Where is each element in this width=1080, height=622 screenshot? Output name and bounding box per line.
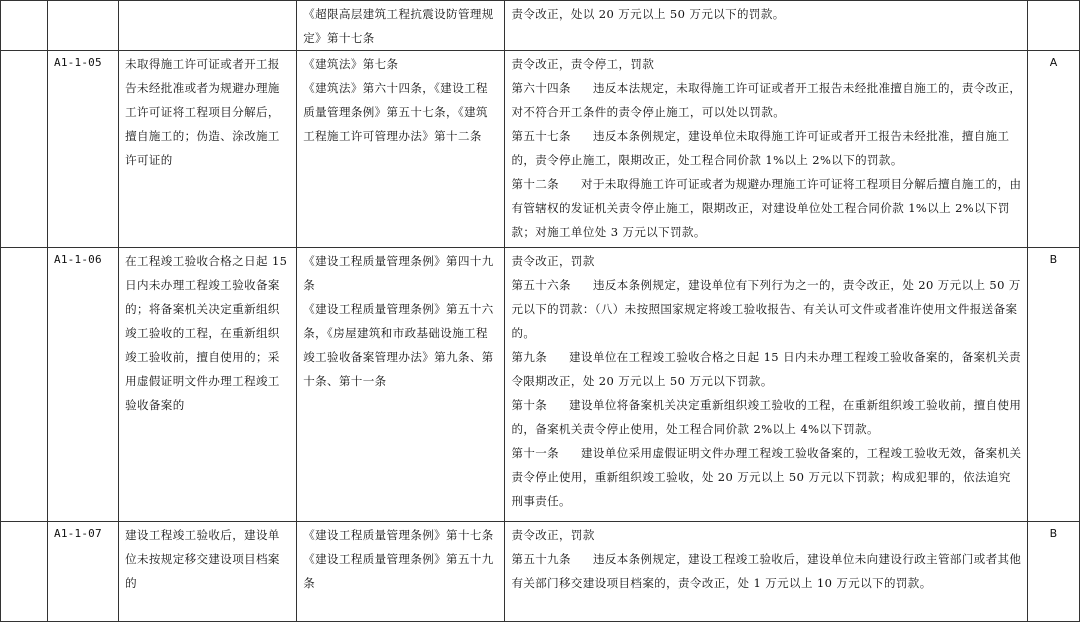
provision-text: 第六十四条 违反本法规定，未取得施工许可证或者开工报告未经批准擅自施工的，责令改正，对不符合开工条件的责令停止施工，可以处以罚款。 [511,81,1022,119]
provision-text: 第十二条 对于未取得施工许可证或者为规避办理施工许可证将工程项目分解后擅自施工的，由有管辖权的发证机关责令停止施工，限期改正，对建设单位处工程合同价款 1%以上 2%以下罚款；对施工单位处 3 万元以下罚款。 [511,177,1022,239]
table-row [1,1,1080,51]
level-cell: B [1027,248,1079,522]
blank-cell [1,1,48,51]
basis-line: 《建设工程质量管理条例》第五十九条 [303,552,494,590]
penalty-summary: 责令改正，罚款 [511,254,595,268]
basis-cell [297,522,505,622]
code-cell: A1-1-05 [48,51,119,248]
level-cell [1027,1,1079,51]
table-row [1,248,1080,522]
behavior-cell: 建设工程竣工验收后，建设单位未按规定移交建设项目档案的 [119,522,297,622]
provision-text: 第五十九条 违反本条例规定，建设工程竣工验收后，建设单位未向建设行政主管部门或者其他有关部门移交建设项目档案的，责令改正，处 1 万元以上 10 万元以下的罚款。 [511,552,1022,590]
penalty-cell [505,522,1027,622]
behavior-cell: 在工程竣工验收合格之日起 15 日内未办理工程竣工验收备案的；将备案机关决定重新组织竣工验收的工程，在重新组织竣工验收前，擅自使用的；采用虚假证明文件办理工程竣工验收备案的 [119,248,297,522]
basis-cell [297,51,505,248]
code-cell: A1-1-07 [48,522,119,622]
level-cell: A [1027,51,1079,248]
blank-cell [1,522,48,622]
behavior-cell: 未取得施工许可证或者开工报告未经批准或者为规避办理施工许可证将工程项目分解后，擅自施工的；伪造、涂改施工许可证的 [119,51,297,248]
basis-line: 《建设工程质量管理条例》第四十九条 [303,254,494,292]
penalty-summary: 责令改正，罚款 [511,528,595,542]
provision-text: 第九条 建设单位在工程竣工验收合格之日起 15 日内未办理工程竣工验收备案的，备案机关责令限期改正，处 20 万元以上 50 万元以下罚款。 [511,350,1022,388]
penalty-summary: 责令改正，责令停工，罚款 [511,57,655,71]
provision-text: 第五十七条 违反本条例规定，建设单位未取得施工许可证或者开工报告未经批准，擅自施工的，责令停止施工，限期改正，处工程合同价款 1%以上 2%以下的罚款。 [511,129,1010,167]
code-cell [48,1,119,51]
basis-cell [297,248,505,522]
blank-cell [1,51,48,248]
basis-line: 《建筑法》第七条 [303,57,399,71]
provision-text: 第五十六条 违反本条例规定，建设单位有下列行为之一的，责令改正，处 20 万元以上 50 万元以下的罚款：（八）未按照国家规定将竣工验收报告、有关认可文件或者准许使用文件报送备案的。 [511,278,1021,340]
table-row [1,522,1080,622]
basis-line: 《建设工程质量管理条例》第五十六条，《房屋建筑和市政基础设施工程竣工验收备案管理办法》第九条、第十条、第十一条 [303,302,494,388]
provision-text: 第十条 建设单位将备案机关决定重新组织竣工验收的工程，在重新组织竣工验收前，擅自使用的，备案机关责令停止使用，处工程合同价款 2%以上 4%以下罚款。 [511,398,1022,436]
penalty-cell [505,248,1027,522]
code-cell: A1-1-06 [48,248,119,522]
provision-text: 第十一条 建设单位采用虚假证明文件办理工程竣工验收备案的，工程竣工验收无效，备案机关责令停止使用，重新组织竣工验收，处 20 万元以上 50 万元以下罚款；构成犯罪的，依法追究刑事责任。 [511,446,1022,508]
penalty-cell [505,51,1027,248]
level-cell: B [1027,522,1079,622]
behavior-cell [119,1,297,51]
basis-line: 《建筑法》第六十四条，《建设工程质量管理条例》第五十七条，《建筑工程施工许可管理办法》第十二条 [303,81,488,143]
basis-line: 《建设工程质量管理条例》第十七条 [303,528,494,542]
penalty-cell: 责令改正，处以 20 万元以上 50 万元以下的罚款。 [505,1,1027,51]
table-row [1,51,1080,248]
basis-cell: 《超限高层建筑工程抗震设防管理规定》第十七条 [297,1,505,51]
blank-cell [1,248,48,522]
